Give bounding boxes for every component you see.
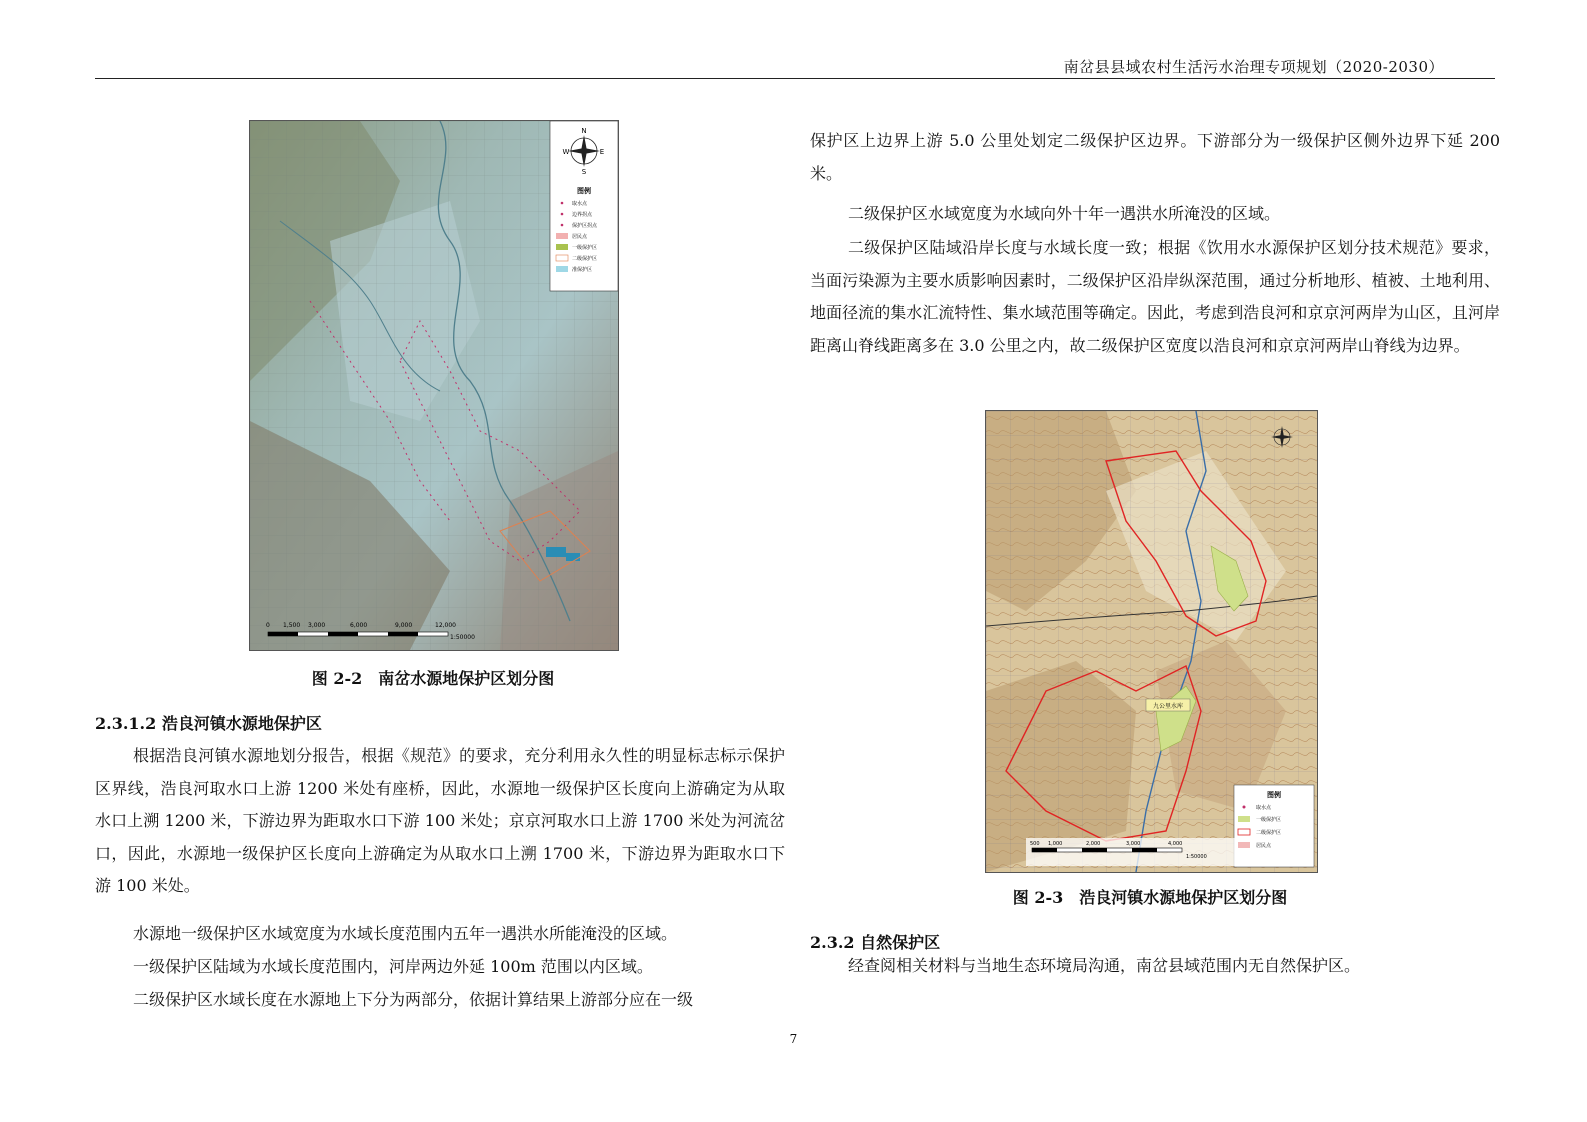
document-header-title: 南岔县县域农村生活污水治理专项规划（2020-2030） [1063,58,1444,76]
legend-item-2: 二级保护区 [1256,830,1282,836]
paragraph-1: 根据浩良河镇水源地划分报告，根据《规范》的要求，充分利用永久性的明显标志标示保护区界线，浩良河取水口上游 1200 米处有座桥，因此，水源地一级保护区长度向上游确定为从取水口上溯 1200 米，下游边界为距取水口下游 100 米处；京京河取水口上游 1700 米处为河流岔口，因此，水源地一级保护区长度向上游确定为从取水口上溯 1700 米，下游边界为距取水口下游 100 米处。 [95,746,785,895]
legend-title: 图例 [1267,791,1281,799]
paragraph-right-1: 保护区上边界上游 5.0 公里处划定二级保护区边界。下游部分为一级保护区侧外边界下延 200 米。 [810,131,1500,183]
compass-n-label: N [581,127,587,135]
compass-e-label: E [599,148,605,156]
paragraph-right-2: 二级保护区水域宽度为水域向外十年一遇洪水所淹没的区域。 [848,204,1281,223]
legend-item-6: 准保护区 [572,267,593,273]
compass-s-label: S [581,168,587,176]
scale-label-0: 0 [266,622,270,629]
scale-label-3: 6,000 [350,622,368,629]
scale-label-0: 500 [1030,841,1040,847]
legend-item-0: 取水点 [572,201,588,207]
scale-label-2: 2,000 [1086,841,1101,847]
figure-2-3-caption: 图 2-3 浩良河镇水源地保护区划分图 [1012,888,1288,907]
legend-item-1: 边界拐点 [572,212,593,218]
paragraph-right-3: 二级保护区陆域沿岸长度与水域长度一致；根据《饮用水水源保护区划分技术规范》要求，当面污染源为主要水质影响因素时，二级保护区沿岸纵深范围，通过分析地形、植被、土地利用、地面径流的集水汇流特性、集水域范围等确定。因此，考虑到浩良河和京京河两岸为山区，且河岸距离山脊线距离多在 3.0 公里之内，故二级保护区宽度以浩良河和京京河两岸山脊线为边界。 [810,238,1500,355]
legend-item-3: 居民点 [1256,843,1272,849]
legend-item-5: 二级保护区 [572,256,598,262]
figure-2-2-caption: 图 2-2 南岔水源地保护区划分图 [311,669,555,688]
paragraph-right-4: 经查阅相关材料与当地生态环境局沟通，南岔县域范围内无自然保护区。 [848,956,1361,975]
legend-item-0: 取水点 [1256,805,1272,811]
compass-w-label: W [562,148,570,156]
legend-item-2: 保护区拐点 [572,223,598,229]
section-heading-2-3-2: 2.3.2 自然保护区 [810,933,941,952]
header-divider [95,78,1495,79]
paragraph-2: 水源地一级保护区水域宽度为水域长度范围内五年一遇洪水所能淹没的区域。 [133,924,678,943]
scale-label-4: 9,000 [395,622,413,629]
scale-bar [1032,848,1182,852]
scale-label-1: 1,500 [283,622,301,629]
scale-label-4: 4,000 [1168,841,1183,847]
legend-item-4: 一级保护区 [572,245,598,251]
scale-label-2: 3,000 [308,622,326,629]
legend-item-3: 居民点 [572,234,588,240]
legend-item-1: 一级保护区 [1256,817,1282,823]
figure-2-2-map [249,120,619,651]
paragraph-4: 二级保护区水域长度在水源地上下分为两部分，依据计算结果上游部分应在一级 [133,990,694,1009]
scale-ratio: 1:50000 [1186,854,1207,860]
scale-label-3: 3,000 [1126,841,1141,847]
reservoir-label: 九公里水库 [1152,703,1184,710]
legend-title: 图例 [577,187,591,195]
paragraph-3: 一级保护区陆域为水域长度范围内，河岸两边外延 100m 范围以内区域。 [133,957,653,976]
haolianghe-map-svg [986,411,1317,872]
scale-label-1: 1,000 [1048,841,1063,847]
figure-2-3-map [985,410,1318,873]
nancha-map-svg [250,121,618,650]
section-heading-2-3-1-2: 2.3.1.2 浩良河镇水源地保护区 [95,714,322,733]
scale-bar [268,632,448,636]
scale-ratio: 1:50000 [450,634,475,641]
scale-label-5: 12,000 [435,622,456,629]
page-number: 7 [789,1032,798,1046]
intake-zone [546,547,566,557]
